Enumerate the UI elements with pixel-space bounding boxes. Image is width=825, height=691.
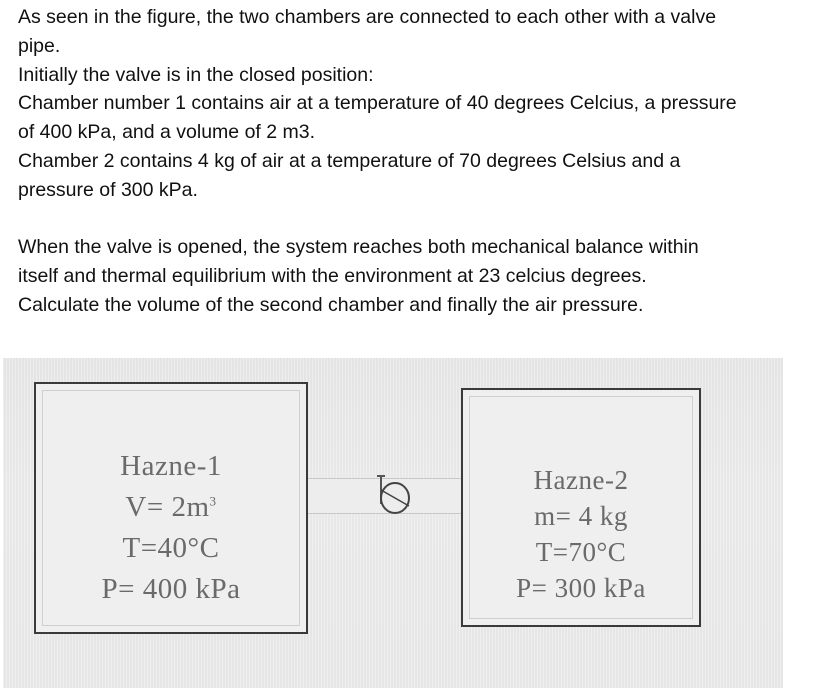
problem-line: As seen in the figure, the two chambers are connected to each other with a valve [18, 6, 717, 28]
chamber-2-mass: m= 4 kg [534, 501, 628, 531]
problem-line: itself and thermal equilibrium with the environment at 23 celcius degrees. [18, 265, 647, 288]
volume-exponent: 3 [209, 493, 217, 509]
chamber-1-temperature: T=40°C [122, 532, 220, 564]
chamber-1-volume: $V= 2m^3$ [125, 491, 217, 523]
chamber-1-pressure: P= 400 kPa [101, 573, 241, 605]
problem-statement [18, 3, 818, 320]
paragraph-gap [18, 205, 818, 234]
chamber-1 [34, 382, 308, 634]
chamber-2-pressure: P= 300 kPa [516, 573, 646, 603]
problem-line: Chamber 2 contains 4 kg of air at a temperature of 70 degrees Celsius and a [18, 149, 681, 172]
chamber-1-name: Hazne-1 [120, 450, 222, 482]
chamber-2-temperature: T=70°C [535, 537, 627, 567]
chamber-2 [461, 388, 701, 627]
problem-line: pressure of 300 kPa. [18, 178, 198, 201]
valve-icon [373, 470, 413, 520]
problem-line: Calculate the volume of the second chamber and finally the air pressure. [18, 293, 644, 316]
problem-line: When the valve is opened, the system reaches both mechanical balance within [18, 236, 699, 259]
problem-line: pipe. [18, 34, 61, 57]
problem-line: Initially the valve is in the closed position: [18, 63, 374, 86]
problem-line: Chamber number 1 contains air at a temperature of 40 degrees Celcius, a pressure [18, 92, 737, 115]
problem-line: of 400 kPa, and a volume of 2 m3. [18, 121, 316, 144]
chamber-2-name: Hazne-2 [533, 465, 629, 495]
chambers-figure [3, 358, 783, 688]
